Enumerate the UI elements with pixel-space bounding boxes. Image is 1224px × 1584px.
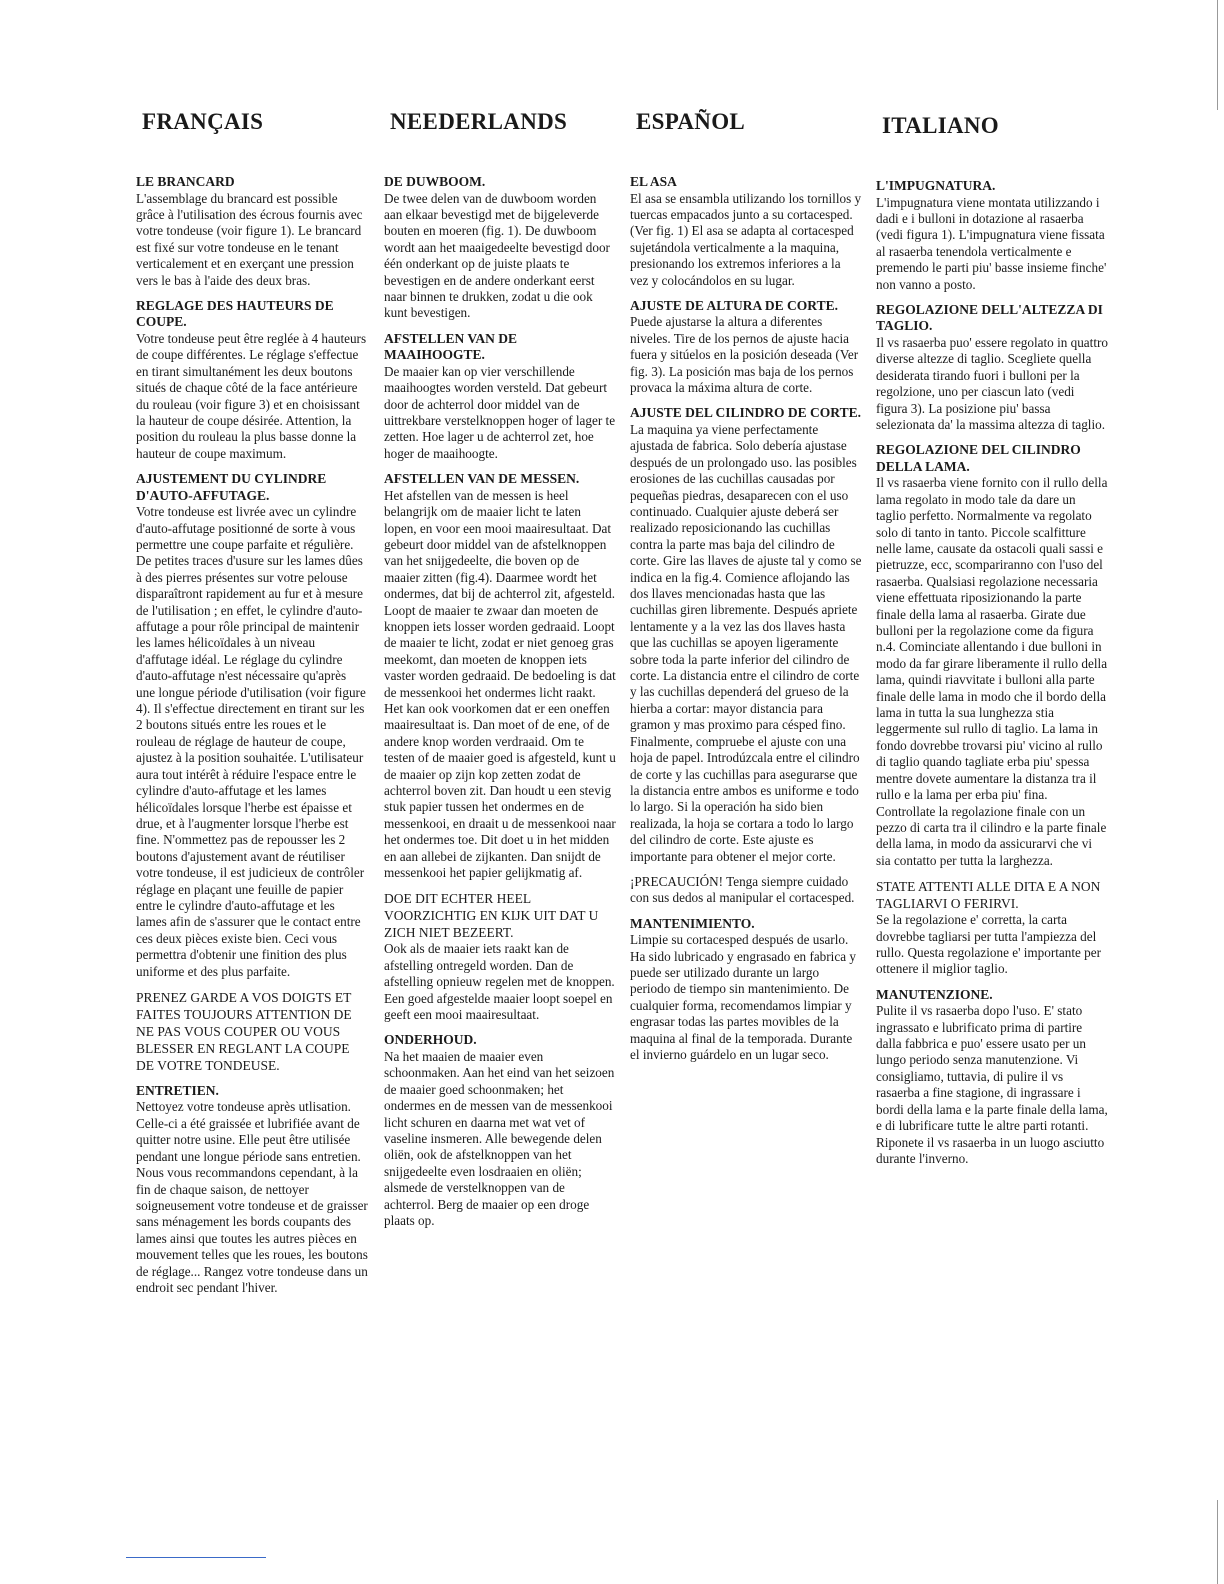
- section-body: La maquina ya viene perfectamente ajustada de fabrica. Solo debería ajustase después de un prolongado uso. las posibles erosiones de las cuchillas causadas por pequeñas piedras, desaparecen con el uso continuado. Cualquier ajuste deberá ser realizado reposicionando las cuchillas contra la parte mas baja del cilindro de corte. Gire las llaves de ajuste tal y como se indica en la fig.4. Comience aflojando las dos llaves mencionadas hasta que las cuchillas giren libremente. Después apriete lentamente y a la vez las dos llaves hasta que las cuchillas se apoyen ligeramente sobre toda la parte inferior del cilindro de corte. La distancia entre el cilindro de corte y las cuchillas dependerá del grueso de la hierba a cortar: mayor distancia para gramon y mas proximo para césped fino. Finalmente, compruebe el ajuste con una hoja de papel. Introdúzcala entre el cilindro de corte y las cuchillas para asegurarse que la distancia entre ambos es uniforme e todo lo largo. Si la operación ha sido bien realizada, la hoja se cortara a todo lo largo del cilindro de corte. Este ajuste es importante para obtener el mejor corte.: [630, 421, 862, 864]
- section-reglage-hauteurs: [136, 298, 368, 462]
- section-body: Limpie su cortacesped después de usarlo. Ha sido lubricado y engrasado en fabrica y puede ser utilizado durante un largo periodo de tiempo sin mantenimiento. De cualquier forma, recomendamos limpiar y engrasar todas las partes movibles de la maquina al final de la temporada. Durante el invierno guárdelo en un lugar seco.: [630, 932, 856, 1063]
- section-body: ¡PRECAUCIÓN! Tenga siempre cuidado con sus dedos al manipular el cortacesped.: [630, 873, 855, 906]
- section-brancard: [136, 174, 368, 289]
- section-body: L'assemblage du brancard est possible grâce à l'utilisation des écrous fournis avec votre tondeuse (voir figure 1). Le brancard est fixé sur votre tondeuse en le tenant verticalement et en exerçant une pression vers le bas à l'aide des deux bras.: [136, 190, 363, 288]
- section-body: Votre tondeuse est livrée avec un cylindre d'auto-affutage positionné de sorte à vous permettre une coupe parfaite et régulière. De petites traces d'usure sur les lames dûes à des pierres présentes sur votre pelouse disparaîtront rapidement au fur et à mesure de l'utilisation ; en effet, le cylindre d'auto-affutage a pour rôle principal de maintenir les lames hélicoïdales à un niveau d'affutage idéal. Le réglage du cylindre d'auto-affutage n'est nécessaire qu'après une longue période d'utilisation (voir figure 4). Il s'effectue directement en tirant sur les 2 boutons situés entre les roues et le rouleau de réglage de hauteur de coupe, ajustez à la position souhaitée. L'utilisateur aura tout intérêt à réduire l'espace entre le cylindre d'auto-affutage et les lames hélicoïdales lorsque l'herbe est épaisse et drue, et à l'augmenter lorsque l'herbe est fine. N'ommettez pas de repousser les 2 boutons d'ajustement avant de réutiliser votre tondeuse, il est judicieux de contrôler réglage en plaçant une feuille de papier entre le cylindre d'auto-affutage et les lames afin de s'assurer que le contact entre ces deux pièces existe bien. Ceci vous permettra d'obtenir une finition des plus uniforme et des plus parfaite.: [136, 504, 366, 979]
- scan-edge-mark: [1217, 0, 1218, 110]
- section-heading: REGLAGE DES HAUTEURS DE COUPE.: [136, 297, 334, 330]
- section-heading: ONDERHOUD.: [384, 1032, 477, 1048]
- section-body: Il vs rasaerba puo' essere regolato in quattro diverse altezze di taglio. Scegliete quella desiderata tirando fuori i bulloni per la regolzione, uno per ciascun lato (vedi figura 3). La posizione piu' bassa selezionata da' la massima altezza di taglio.: [876, 334, 1108, 432]
- warning-text: DOE DIT ECHTER HEEL VOORZICHTIG EN KIJK UIT DAT U ZICH NIET BEZEERT.: [384, 891, 599, 941]
- section-body: Puede ajustarse la altura a diferentes niveles. Tire de los pernos de ajuste hacia fuera y sitúelos en la posición deseada (Ver fig. 3). La posición mas baja de los pernos provaca la máxima altura de corte.: [630, 314, 859, 396]
- section-body: Na het maaien de maaier even schoonmaken. Aan het eind van het seizoen de maaier goed schoonmaken; het ondermes en de messen van de messenkooi licht schuren en daarna met wat vet of vaseline insmeren. Alle bewegende delen oliën, ook de afstelknoppen van het snijgedeelte even losdraaien en oliën; alsmede de verstelknoppen van de achterrol. Berg de maaier op een droge plaats op.: [384, 1048, 615, 1229]
- column-french: [136, 108, 368, 1305]
- section-maaihoogte: [384, 331, 616, 462]
- section-heading: LE BRANCARD: [136, 174, 235, 189]
- section-heading: REGOLAZIONE DELL'ALTEZZA DI TAGLIO.: [876, 301, 1103, 334]
- section-heading: L'IMPUGNATURA.: [876, 178, 996, 193]
- column-title-italian: ITALIANO: [882, 113, 999, 138]
- section-body: Se la regolazione e' corretta, la carta dovrebbe tagliarsi per tutta l'ampiezza del rullo. Questa regolazione e' importante per ottenere il miglior taglio.: [876, 912, 1102, 977]
- column-title-dutch: NEEDERLANDS: [390, 109, 568, 134]
- section-body: Votre tondeuse peut être reglée à 4 hauteurs de coupe différentes. Le réglage s'effectue en tirant simultanément les deux boutons situés de chaque côté de la face antérieure du rouleau (voir figure 3) et en choisissant la hauteur de coupe désirée. Attention, la position du rouleau la plus basse donne la hauteur de coupe maximum.: [136, 330, 367, 461]
- section-onderhoud: [384, 1032, 616, 1229]
- footer-underline: [126, 1557, 266, 1558]
- section-precaucion: [630, 874, 862, 907]
- section-body: Het afstellen van de messen is heel belangrijk om de maaier licht te laten lopen, en voor een mooi maairesultaat. Dat gebeurt door middel van de afstelknoppen van het snijgedeelte, die boven op de maaier zitten (fig.4). Daarmee wordt het ondermes, dat bij de achterrol zit, afgesteld. Loopt de maaier te zwaar dan moeten de knoppen iets losser worden gedraaid. Loopt de maaier te licht, zodat er niet genoeg gras meekomt, dan moeten de knoppen iets vaster worden gedraaid. De bedoeling is dat de messenkooi het ondermes licht raakt. Het kan ook voorkomen dat er een oneffen maairesultaat is. Dan moet of de ene, of de andere knop worden verdraaid. Om te testen of de maaier goed is afgesteld, kunt u de maaier op zijn kop zetten zodat de achterrol boven zit. Dan houdt u een stevig stuk papier tussen het ondermes en de messenkooi, en draait u de messenkooi naar het ondermes toe. Dit doet u in het midden en aan allebei de zijkanten. Dan snijdt de messenkooi het papier gelijkmatig af.: [384, 487, 616, 881]
- section-ajuste-cilindro: [630, 405, 862, 864]
- section-body: Nettoyez votre tondeuse après utlisation. Celle-ci a été graissée et lubrifiée avant de quitter notre usine. Elle peut être utilisée pendant une longue période sans entretien. Nous vous recommandons cependant, à la fin de chaque saison, de nettoyer soigneusement votre tondeuse et de graisser sans ménagement les bords coupants des lames ainsi que toutes les autres pièces en mouvement telles que les roues, les boutons de réglage... Rangez votre tondeuse dans un endroit sec pendant l'hiver.: [136, 1099, 368, 1295]
- column-title-spanish: ESPAÑOL: [636, 109, 746, 134]
- section-warning: [876, 878, 1108, 978]
- section-heading: DE DUWBOOM.: [384, 174, 486, 189]
- section-mantenimiento: [630, 916, 862, 1064]
- section-body: Pulite il vs rasaerba dopo l'uso. E' stato ingrassato e lubrificato prima di partire dalla fabbrica e puo' essere usato per un lungo periodo senza manutenzione. Vi consigliamo, tuttavia, di pulire il vs rasaerba a fine stagione, di ingrassare i bordi della lama e la parte finale della lama, e di lubrificare tutte le altre parti rotanti. Riponete il vs rasaerba in un luogo asciutto durante l'inverno.: [876, 1003, 1108, 1166]
- column-dutch: [384, 108, 616, 1238]
- section-warning: [384, 890, 616, 1023]
- section-body: De twee delen van de duwboom worden aan elkaar bevestigd met de bijgeleverde bouten en moeren (fig. 1). De duwboom wordt aan het maaigedeelte bevestigd door één onderkant op de juiste plaats te bevestigen en de andere onderkant eerst naar binnen te drukken, zodat u die ook kunt bevestigen.: [384, 190, 610, 321]
- section-heading: AFSTELLEN VAN DE MESSEN.: [384, 471, 580, 487]
- section-duwboom: [384, 174, 616, 322]
- section-heading: MANTENIMIENTO.: [630, 915, 755, 931]
- section-heading: MANUTENZIONE.: [876, 986, 993, 1002]
- section-entretien: [136, 1083, 368, 1296]
- section-heading: REGOLAZIONE DEL CILINDRO DELLA LAMA.: [876, 442, 1081, 474]
- section-altezza-taglio: [876, 302, 1108, 433]
- section-warning: [136, 989, 368, 1074]
- section-body: Il vs rasaerba viene fornito con il rullo della lama regolato in modo tale da dare un taglio perfetto. Normalmente va regolato solo di tanto in tanto. Piccole scalfitture nelle lame, causate da ostacoli quali sassi e pietruzze, ecc, scompariranno con l'uso del rasaerba. Qualsiasi regolazione necessaria viene effettuata riposizionando la parte finale della lama al rasaerba. Girate due bulloni per la regolazione come da figura n.4. Cominciate allentando i due bulloni in modo da far girare liberamente il rullo della lama, quindi riavvitate i bulloni alla parte finale delle lama in modo che il bordo della lama in tutta la sua lunghezza stia leggermente sul rullo di taglio. La lama in fondo dovrebbe trovarsi piu' vicino al rullo di taglio quando tagliate erba piu' spessa mentre dovete aumentare la distanza tra il rullo e la lama per erba piu' fina. Controllate la regolazione finale con un pezzo di carta tra il cilindro e la parte finale della lama, in modo da assicurarvi che vi sia contatto per tutta la larghezza.: [876, 475, 1108, 868]
- column-title-french: FRANÇAIS: [142, 109, 264, 134]
- scan-edge-mark: [1217, 1500, 1218, 1584]
- section-heading: EL ASA: [630, 174, 677, 189]
- warning-text: STATE ATTENTI ALLE DITA E A NON TAGLIARVI O FERIRVI.: [876, 879, 1101, 912]
- section-body: L'impugnatura viene montata utilizzando i dadi e i bulloni in dotazione al rasaerba (vedi figura 1). L'impugnatura viene fissata al rasaerba tenendola verticalmente e premendo le parti piu' basse insieme finche' non vanno a posto.: [876, 194, 1107, 292]
- section-asa: [630, 174, 862, 289]
- section-heading: AFSTELLEN VAN DE MAAIHOOGTE.: [384, 330, 518, 363]
- section-impugnatura: [876, 178, 1108, 293]
- column-spanish: [630, 108, 862, 1073]
- warning-text: PRENEZ GARDE A VOS DOIGTS ET FAITES TOUJOURS ATTENTION DE NE PAS VOUS COUPER OU VOUS BLESSER EN REGLANT LA COUPE DE VOTRE TONDEUSE.: [136, 989, 352, 1073]
- section-ajuste-altura: [630, 298, 862, 397]
- section-ajustement-cylindre: [136, 471, 368, 980]
- section-heading: AJUSTEMENT DU CYLINDRE D'AUTO-AFFUTAGE.: [136, 471, 327, 503]
- section-body: El asa se ensambla utilizando los tornillos y tuercas empacados junto a su cortacesped. (Ver fig. 1) El asa se adapta al cortacesped sujetándola verticalmente a la maquina, presionando los extremos inferiores a la vez y colocándolos en su lugar.: [630, 190, 862, 288]
- section-heading: ENTRETIEN.: [136, 1082, 219, 1098]
- section-body: De maaier kan op vier verschillende maaihoogtes worden versteld. Dat gebeurt door de achterrol door middel van de uittrekbare verstelknoppen hoger of lager te zetten. Hoe lager u de achterrol zet, hoe hoger de maaihoogte.: [384, 363, 616, 461]
- column-italian: [876, 108, 1108, 1176]
- section-cilindro-lama: [876, 442, 1108, 869]
- section-manutenzione: [876, 987, 1108, 1168]
- section-body: Ook als de maaier iets raakt kan de afstelling ontregeld worden. Dan de afstelling opnieuw regelen met de knoppen. Een goed afgestelde maaier loopt soepel en geeft een mooi maairesultaat.: [384, 941, 615, 1023]
- section-heading: AJUSTE DE ALTURA DE CORTE.: [630, 297, 838, 313]
- section-heading: AJUSTE DEL CILINDRO DE CORTE.: [630, 405, 861, 421]
- section-messen: [384, 471, 616, 881]
